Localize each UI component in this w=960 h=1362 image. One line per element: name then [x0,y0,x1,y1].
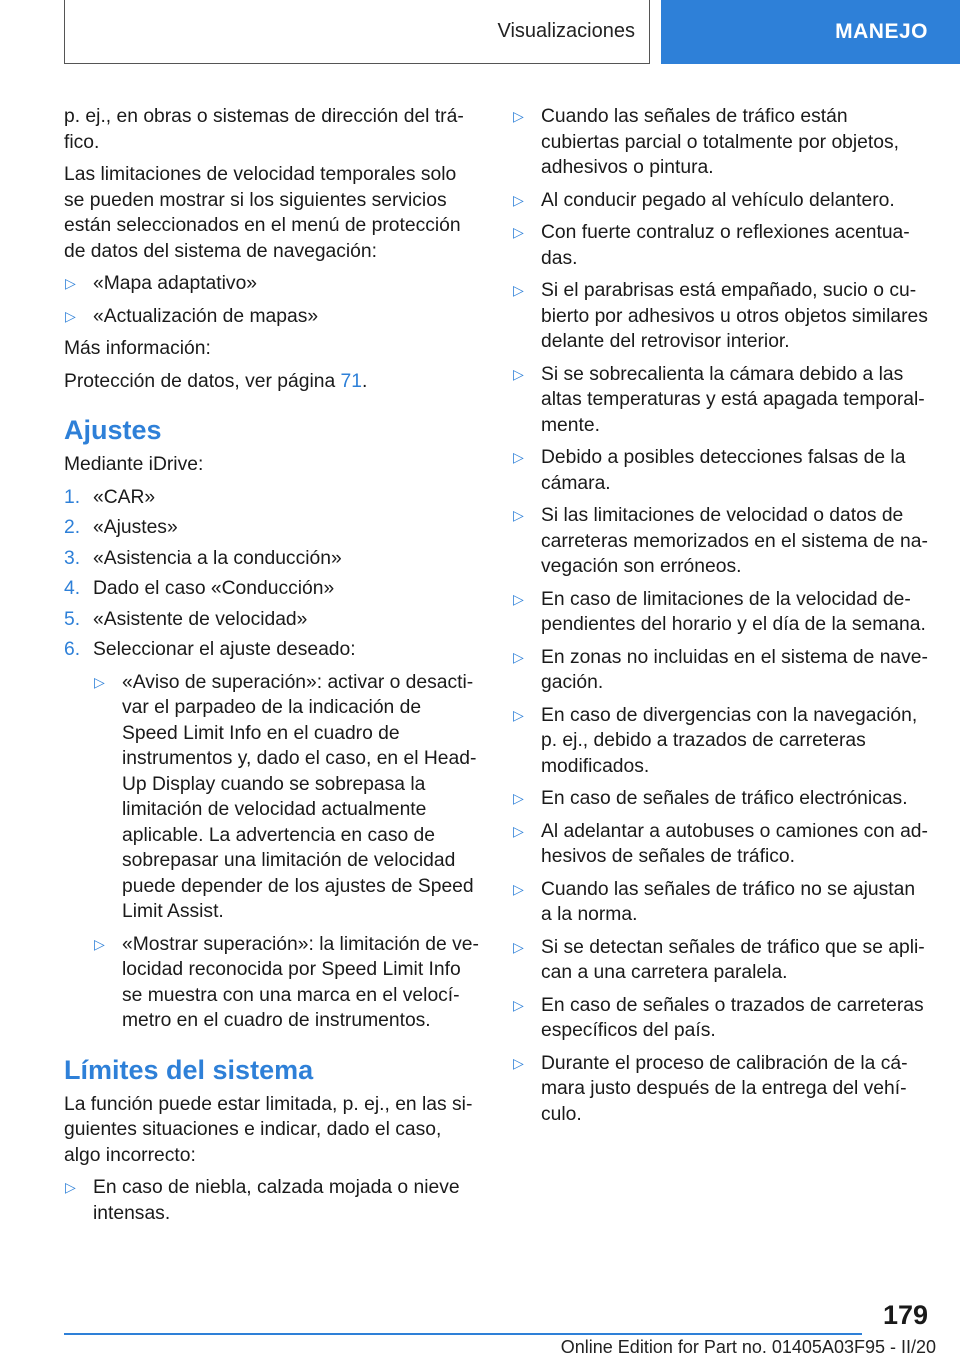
triangle-bullet-icon: ▷ [513,507,524,523]
heading-system-limits: Límites del sistema [64,1054,314,1085]
triangle-bullet-icon: ▷ [513,880,524,897]
list-item: 5. «Asistente de velocidad» [64,608,308,630]
list-item: 1. «CAR» [64,486,156,508]
triangle-bullet-icon: ▷ [513,1054,524,1071]
list-item: ▷ Cuando las señales de tráfico no se ajustan a la norma. [513,878,916,925]
footer-edition: Online Edition for Part no. 01405A03F95 - II/20 [560,1337,936,1357]
paragraph: Las limitaciones de velocidad temporales solo se pueden mostrar si los siguientes servicios están seleccionados en el menú de protección de datos del sistema de navegación: [64,164,461,262]
triangle-bullet-icon: ▷ [513,224,524,240]
paragraph: p. ej., en obras o sistemas de dirección del tráfico. [64,106,464,153]
chapter-tab[interactable] [661,0,960,64]
list-item: ▷ Durante el proceso de calibración de la cámara justo después de la entrega del vehículo. [513,1052,908,1125]
triangle-bullet-icon: ▷ [65,275,76,291]
triangle-bullet-icon: ▷ [65,1179,76,1195]
list-item: ▷ Si se sobrecalienta la cámara debido a las altas temperaturas y está apagada temporalmente. [513,363,925,436]
list-item: ▷ «Actualización de mapas» [64,304,480,330]
paragraph: La función puede estar limitada, p. ej., en las siguientes situaciones e indicar, dado el caso, algo incorrecto: [64,1093,473,1166]
list-item: ▷ Con fuerte contraluz o reflexiones acentuadas. [513,222,910,269]
page-number: 179 [882,1300,928,1330]
right-column [512,104,928,1134]
list-item: ▷ En caso de señales de tráfico electrónicas. [512,786,928,812]
triangle-bullet-icon: ▷ [65,307,76,324]
triangle-bullet-icon: ▷ [513,706,524,723]
triangle-bullet-icon: ▷ [513,822,524,839]
list-item: ▷ Al adelantar a autobuses o camiones con adhesivos de señales de tráfico. [513,820,928,867]
list-item: ▷ En caso de niebla, calzada mojada o nieve intensas. [65,1177,460,1224]
triangle-bullet-icon: ▷ [513,996,524,1013]
triangle-bullet-icon: ▷ [513,449,524,465]
list-item: ▷ En caso de limitaciones de la velocidad dependientes del horario y el día de la semana. [513,588,926,635]
list-item: ▷ En zonas no incluidas en el sistema de navegación. [513,646,928,693]
list-item: 3. «Asistencia a la conducción» [64,547,342,569]
list-item: ▷ Si el parabrisas está empañado, sucio o cubierto por adhesivos u otros objetos similares delante del retrovisor interior. [513,280,928,352]
triangle-bullet-icon: ▷ [513,365,524,382]
left-column [64,104,480,1233]
list-item: ▷ Si se detectan señales de tráfico que se aplican a una carretera paralela. [513,936,925,983]
list-item: ▷ En caso de divergencias con la navegación, p. ej., debido a trazados de carreteras modificados. [513,704,918,777]
list-item: 6. Seleccionar el ajuste deseado: ▷ «Aviso de superación»: activar o desactivar el parpadeo de la indicación de Speed Limit Info en el cuadro de instrumentos y, dado el caso, en el Head-Up Display cuando se sobrepasa la limitación de velocidad actualmente aplicable. La advertencia en caso de sobrepasar una limitación de velocidad puede depender de los ajustes de Speed Limit Assist. ▷ «Mostrar superación»: la limitación de velocidad reconocida por Speed Limit Info se muestra con una marca en el velocímetro en el cuadro de instrumentos. [64,637,480,1034]
triangle-bullet-icon: ▷ [513,590,524,607]
list-item: 2. «Ajustes» [64,517,178,538]
triangle-bullet-icon: ▷ [513,108,524,124]
page-reference-link[interactable]: 71 [340,370,362,392]
list-item: ▷ Si las limitaciones de velocidad o datos de carreteras memorizados en el sistema de navegación son erróneos. [513,505,928,577]
limits-list-continued [512,104,928,1127]
list-item: ▷ «Aviso de superación»: activar o desactivar el parpadeo de la indicación de Speed Limit Info en el cuadro de instrumentos y, dado el caso, en el Head-Up Display cuando se sobrepasa la limitación de velocidad actualmente aplicable. La advertencia en caso de sobrepasar una limitación de velocidad puede depender de los ajustes de Speed Limit Assist. [94,671,477,922]
triangle-bullet-icon: ▷ [94,935,105,952]
triangle-bullet-icon: ▷ [513,648,524,665]
paragraph: Mediante iDrive: [64,454,204,475]
list-item: ▷ En caso de señales o trazados de carreteras específicos del país. [513,994,924,1041]
list-item: ▷ Debido a posibles detecciones falsas de la cámara. [513,447,906,494]
triangle-bullet-icon: ▷ [94,673,105,690]
list-item: ▷ «Mapa adaptativo» [64,271,480,297]
section-title: Visualizaciones [497,20,635,42]
reference-paragraph: Protección de datos, ver página 71. [64,370,368,392]
triangle-bullet-icon: ▷ [513,282,524,298]
services-list [64,271,480,329]
steps-list [64,485,480,1034]
heading-settings: Ajustes [64,415,162,445]
triangle-bullet-icon: ▷ [513,790,524,806]
list-item: ▷ «Mostrar superación»: la limitación de velocidad reconocida por Speed Limit Info se muestra con una marca en el velocímetro en el cuadro de instrumentos. [94,933,479,1031]
chapter-title: MANEJO [835,20,928,43]
list-item: 4. Dado el caso «Conducción» [64,578,335,599]
list-item: ▷ Cuando las señales de tráfico están cubiertas parcial o totalmente por objetos, adhesivos o pintura. [513,106,899,178]
substeps-list [93,670,480,1034]
list-item: ▷ Al conducir pegado al vehículo delantero. [512,188,928,214]
footer-divider [64,1333,862,1335]
header-section-box [64,0,650,64]
limits-list [64,1175,480,1226]
triangle-bullet-icon: ▷ [513,938,524,955]
paragraph: Más información: [64,338,211,359]
triangle-bullet-icon: ▷ [513,191,524,208]
